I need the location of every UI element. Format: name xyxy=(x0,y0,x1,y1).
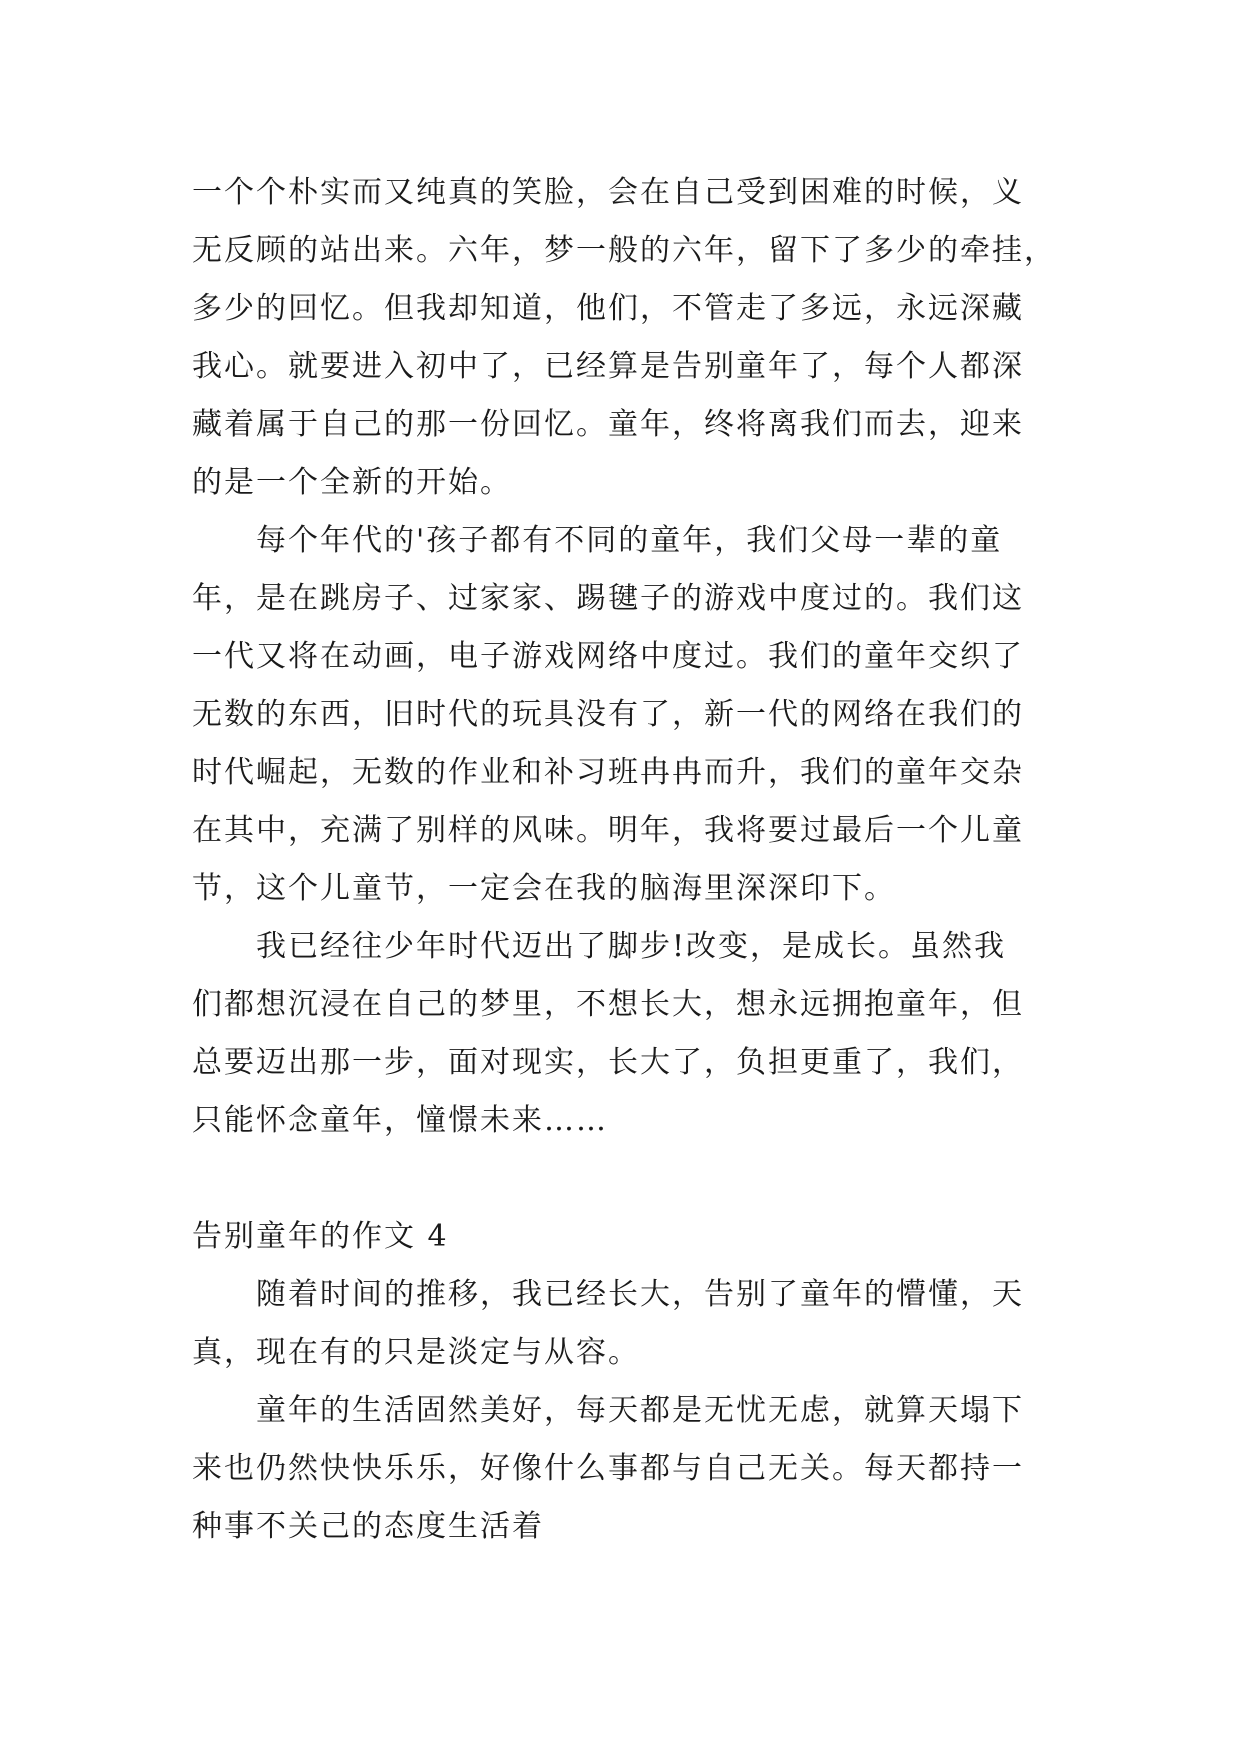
text-line: 童年的生活固然美好，每天都是无忧无虑，就算天塌下 xyxy=(192,1393,1024,1428)
section-heading: 告别童年的作文 4 xyxy=(192,1219,449,1254)
text-line: 一代又将在动画，电子游戏网络中度过。我们的童年交织了 xyxy=(192,639,1024,674)
text-line: 藏着属于自己的那一份回忆。童年，终将离我们而去，迎来 xyxy=(192,407,1024,442)
section-spacer xyxy=(192,1150,1082,1208)
text-line: 我已经往少年时代迈出了脚步!改变，是成长。虽然我 xyxy=(192,929,1007,964)
text-line: 多少的回忆。但我却知道，他们，不管走了多远，永远深藏 xyxy=(192,291,1024,326)
text-line: 无数的东西，旧时代的玩具没有了，新一代的网络在我们的 xyxy=(192,697,1024,732)
text-line: 真，现在有的只是淡定与从容。 xyxy=(192,1335,640,1370)
text-line: 总要迈出那一步，面对现实，长大了，负担更重了，我们， xyxy=(192,1045,1024,1080)
text-line: 时代崛起，无数的作业和补习班冉冉而升，我们的童年交杂 xyxy=(192,755,1024,790)
paragraph-5 xyxy=(192,1382,1082,1556)
paragraph-2 xyxy=(192,512,1082,918)
text-line: 随着时间的推移，我已经长大，告别了童年的懵懂，天 xyxy=(192,1277,1024,1312)
paragraph-1 xyxy=(192,164,1082,512)
paragraph-4 xyxy=(192,1266,1082,1382)
text-line: 来也仍然快快乐乐，好像什么事都与自己无关。每天都持一 xyxy=(192,1451,1024,1486)
text-line: 每个年代的'孩子都有不同的童年，我们父母一辈的童 xyxy=(192,523,1003,558)
text-line: 一个个朴实而又纯真的笑脸，会在自己受到困难的时候，义 xyxy=(192,175,1024,210)
text-line: 种事不关己的态度生活着 xyxy=(192,1509,544,1544)
text-line: 年，是在跳房子、过家家、踢毽子的游戏中度过的。我们这 xyxy=(192,581,1024,616)
document-body xyxy=(192,164,1082,1556)
text-line: 无反顾的站出来。六年，梦一般的六年，留下了多少的牵挂， xyxy=(192,233,1056,268)
text-line: 只能怀念童年，憧憬未来…… xyxy=(192,1103,608,1138)
paragraph-3 xyxy=(192,918,1082,1150)
text-line: 的是一个全新的开始。 xyxy=(192,465,512,500)
text-line: 我心。就要进入初中了，已经算是告别童年了，每个人都深 xyxy=(192,349,1024,384)
text-line: 节，这个儿童节，一定会在我的脑海里深深印下。 xyxy=(192,871,896,906)
text-line: 们都想沉浸在自己的梦里，不想长大，想永远拥抱童年，但 xyxy=(192,987,1024,1022)
text-line: 在其中，充满了别样的风味。明年，我将要过最后一个儿童 xyxy=(192,813,1024,848)
